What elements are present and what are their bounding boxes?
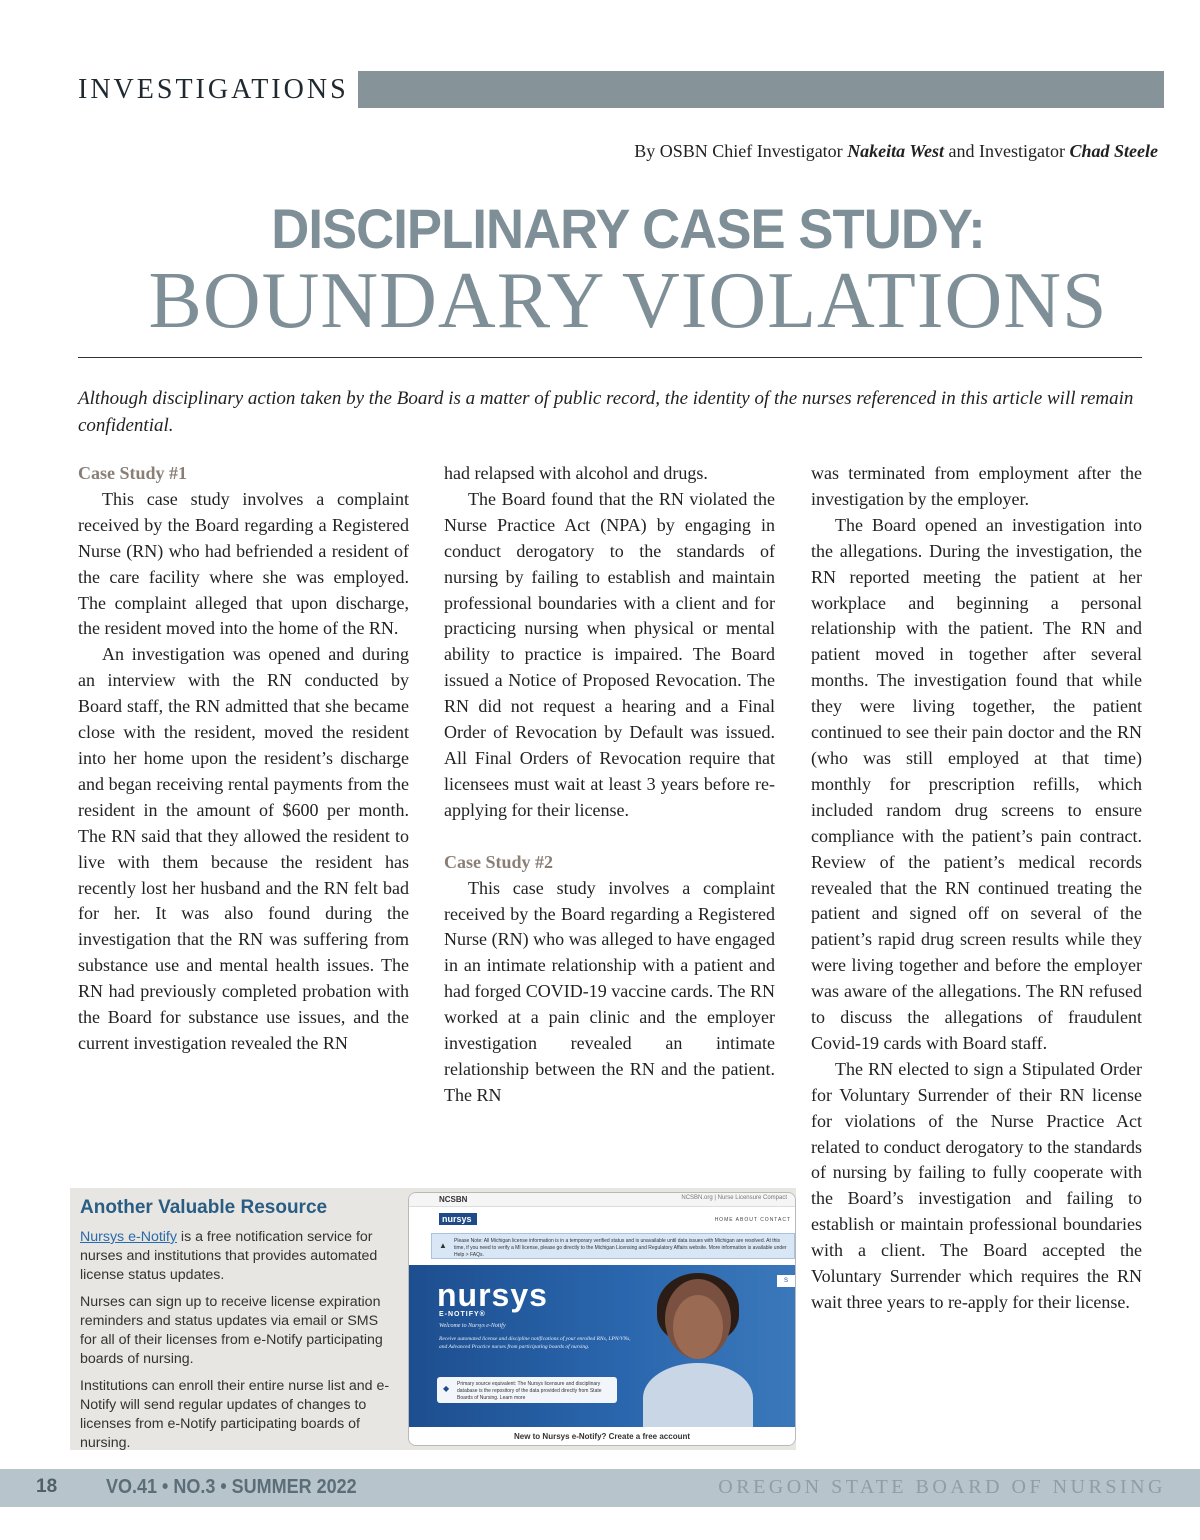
signin-tab: S: [777, 1275, 795, 1287]
case-study-1-findings: The Board found that the RN violated the Nurse Practice Act (NPA) by engaging in conduct derogatory to the standards of nursing by failing to establish and maintain professional boundaries with a client and for practicing nursing when physical or mental ability to practice is impaired. The Board issued a Notice of Proposed Revocation. The RN did not request a hearing and a Final Order of Revocation by Default was issued. All Final Orders of Revocation require that licensees must wait at least 3 years before re-applying for their license.: [444, 488, 775, 820]
byline-mid: and Investigator: [944, 141, 1070, 161]
section-label: INVESTIGATIONS: [78, 74, 349, 105]
issue-info: VO.41 • NO.3 • SUMMER 2022: [106, 1476, 357, 1498]
title-line-2: BOUNDARY VIOLATIONS: [148, 257, 1108, 345]
column-2: [444, 461, 775, 1109]
warning-icon: ▲: [439, 1241, 447, 1250]
nursys-enotify-link[interactable]: Nursys e-Notify: [80, 1229, 177, 1245]
resource-text: [80, 1194, 398, 1461]
intro-note: Although disciplinary action taken by the Board is a matter of public record, the identity of the nurses referenced in this article will remain confidential.: [78, 388, 1134, 436]
screenshot-alert-text: Please Note: All Michigan license information is in a temporary verified status and is unavailable until data issues with Michigan are resolved. At this time, if you need to verify a MI license, please go directly to the Michigan Licensing and Regulatory Affairs website. More information is available under Help > FAQs.: [454, 1238, 787, 1258]
case-study-2-continued: was terminated from employment after the investigation by the employer.: [811, 463, 1142, 509]
resource-paragraph-1: [80, 1228, 398, 1285]
nursys-website-screenshot: [408, 1192, 796, 1446]
primary-source-text: Primary source equivalent: The Nursys licensure and disciplinary database is the repository of the data provided directly from State Boards of Nursing. Learn more: [457, 1381, 602, 1401]
column-3: [811, 461, 1142, 1316]
resource-title: Another Valuable Resource: [80, 1197, 328, 1218]
primary-source-badge: [437, 1377, 617, 1403]
title-line-1: DISCIPLINARY CASE STUDY:: [271, 197, 985, 260]
screenshot-alert: [431, 1233, 795, 1259]
screenshot-top-bar: [409, 1193, 795, 1207]
case-study-2-heading: Case Study #2: [444, 851, 554, 872]
case-study-1-heading: Case Study #1: [78, 463, 188, 483]
resource-box: [70, 1188, 796, 1450]
author-2: Chad Steele: [1069, 141, 1158, 161]
spacer: [444, 824, 775, 850]
resource-paragraph-3: Institutions can enroll their entire nurse list and e-Notify will send regular updates of changes to licenses from e-Notify participating boards of nursing.: [80, 1378, 390, 1451]
nursys-brand-logo: nursys: [439, 1213, 477, 1225]
screenshot-top-links: NCSBN.org | Nurse Licensure Compact: [681, 1195, 787, 1201]
case-study-2-outcome: The RN elected to sign a Stipulated Order for Voluntary Surrender of their RN license for violations of the Nurse Practice Act related to conduct derogatory to the standards of nursing by failing to fully cooperate with the Board’s investigation and failing to establish or maintain professional boundaries with a client. The Board accepted the Voluntary Surrender which requires the RN wait three years to re-apply for their license.: [811, 1058, 1142, 1312]
byline-prefix: By OSBN Chief Investigator: [634, 141, 848, 161]
shield-icon: ◆: [443, 1384, 450, 1393]
enotify-label: E-NOTIFY®: [439, 1311, 486, 1318]
hero-description: Receive automated license and discipline notifications of your enrolled RNs, LPN/VNs, and Advanced Practice nurses from participating boards of nursing.: [439, 1336, 631, 1350]
case-study-1-continued: had relapsed with alcohol and drugs.: [444, 463, 708, 483]
resource-paragraph-2: Nurses can sign up to receive license expiration reminders and status updates via email or SMS for all of their licenses from e-Notify participating boards of nursing.: [80, 1294, 383, 1367]
screenshot-hero: [409, 1265, 795, 1427]
section-header-bar: [358, 71, 1164, 108]
create-account-prompt: New to Nursys e-Notify? Create a free account: [409, 1427, 795, 1446]
nursys-hero-logo: nursys: [437, 1277, 548, 1313]
page-number: 18: [36, 1476, 58, 1497]
title-divider: [78, 357, 1142, 358]
hero-welcome: Welcome to Nursys e-Notify: [439, 1323, 506, 1329]
case-study-2-paragraph-1: This case study involves a complaint received by the Board regarding a Registered Nurse (RN) who was alleged to have engaged in an intimate relationship with a patient and had forged COVID-19 vaccine cards. The RN worked at a pain clinic and the employer investigation revealed an intimate relationship between the RN and the patient. The RN: [444, 877, 775, 1105]
publication-name: OREGON STATE BOARD OF NURSING: [718, 1476, 1166, 1498]
byline: [634, 141, 1158, 162]
case-study-1-paragraph-2: An investigation was opened and during an interview with the RN conducted by Board staff, the RN admitted that she became close with the resident, moved the resident into her home upon the resident’s discharge and began receiving rental payments from the resident in the amount of $600 per month. The RN said that they allowed the resident to live with them because the resident has recently lost her husband and the RN felt bad for her. It was also found during the investigation that the RN was suffering from substance use and mental health issues. The RN had previously completed probation with the Board for substance use issues, and the current investigation revealed the RN: [78, 644, 409, 1053]
case-study-1-paragraph-1: This case study involves a complaint received by the Board regarding a Registered Nurse (RN) who had befriended a resident of the care facility where she was employed. The complaint alleged that upon discharge, the resident moved into the home of the RN.: [78, 488, 409, 639]
ncsbn-logo: NCSBN: [439, 1195, 468, 1204]
author-1: Nakeita West: [847, 141, 945, 161]
resource-paragraph-1-text: is a free notification service for nurses and institutions that provides automated license status updates.: [80, 1229, 378, 1283]
nurse-photo: [643, 1279, 753, 1429]
column-1: [78, 461, 409, 1057]
screenshot-nav: HOME ABOUT CONTACT: [714, 1217, 791, 1223]
case-study-2-investigation: The Board opened an investigation into the allegations. During the investigation, the RN reported meeting the patient at her workplace and beginning a personal relationship with the patient. The RN and patient moved in together after several months. The investigation found that while they were living together, the patient continued to see their pain doctor and the RN (who was still employed at that time) monthly for prescription refills, which included random drug screens to ensure compliance with the patient’s pain contract. Review of the patient’s medical records revealed that the RN continued treating the patient and signed off on several of the patient’s rapid drug screen results while they were living together and before the employer was aware of the allegations. The RN refused to discuss the allegations of fraudulent Covid-19 cards with Board staff.: [811, 514, 1142, 1053]
